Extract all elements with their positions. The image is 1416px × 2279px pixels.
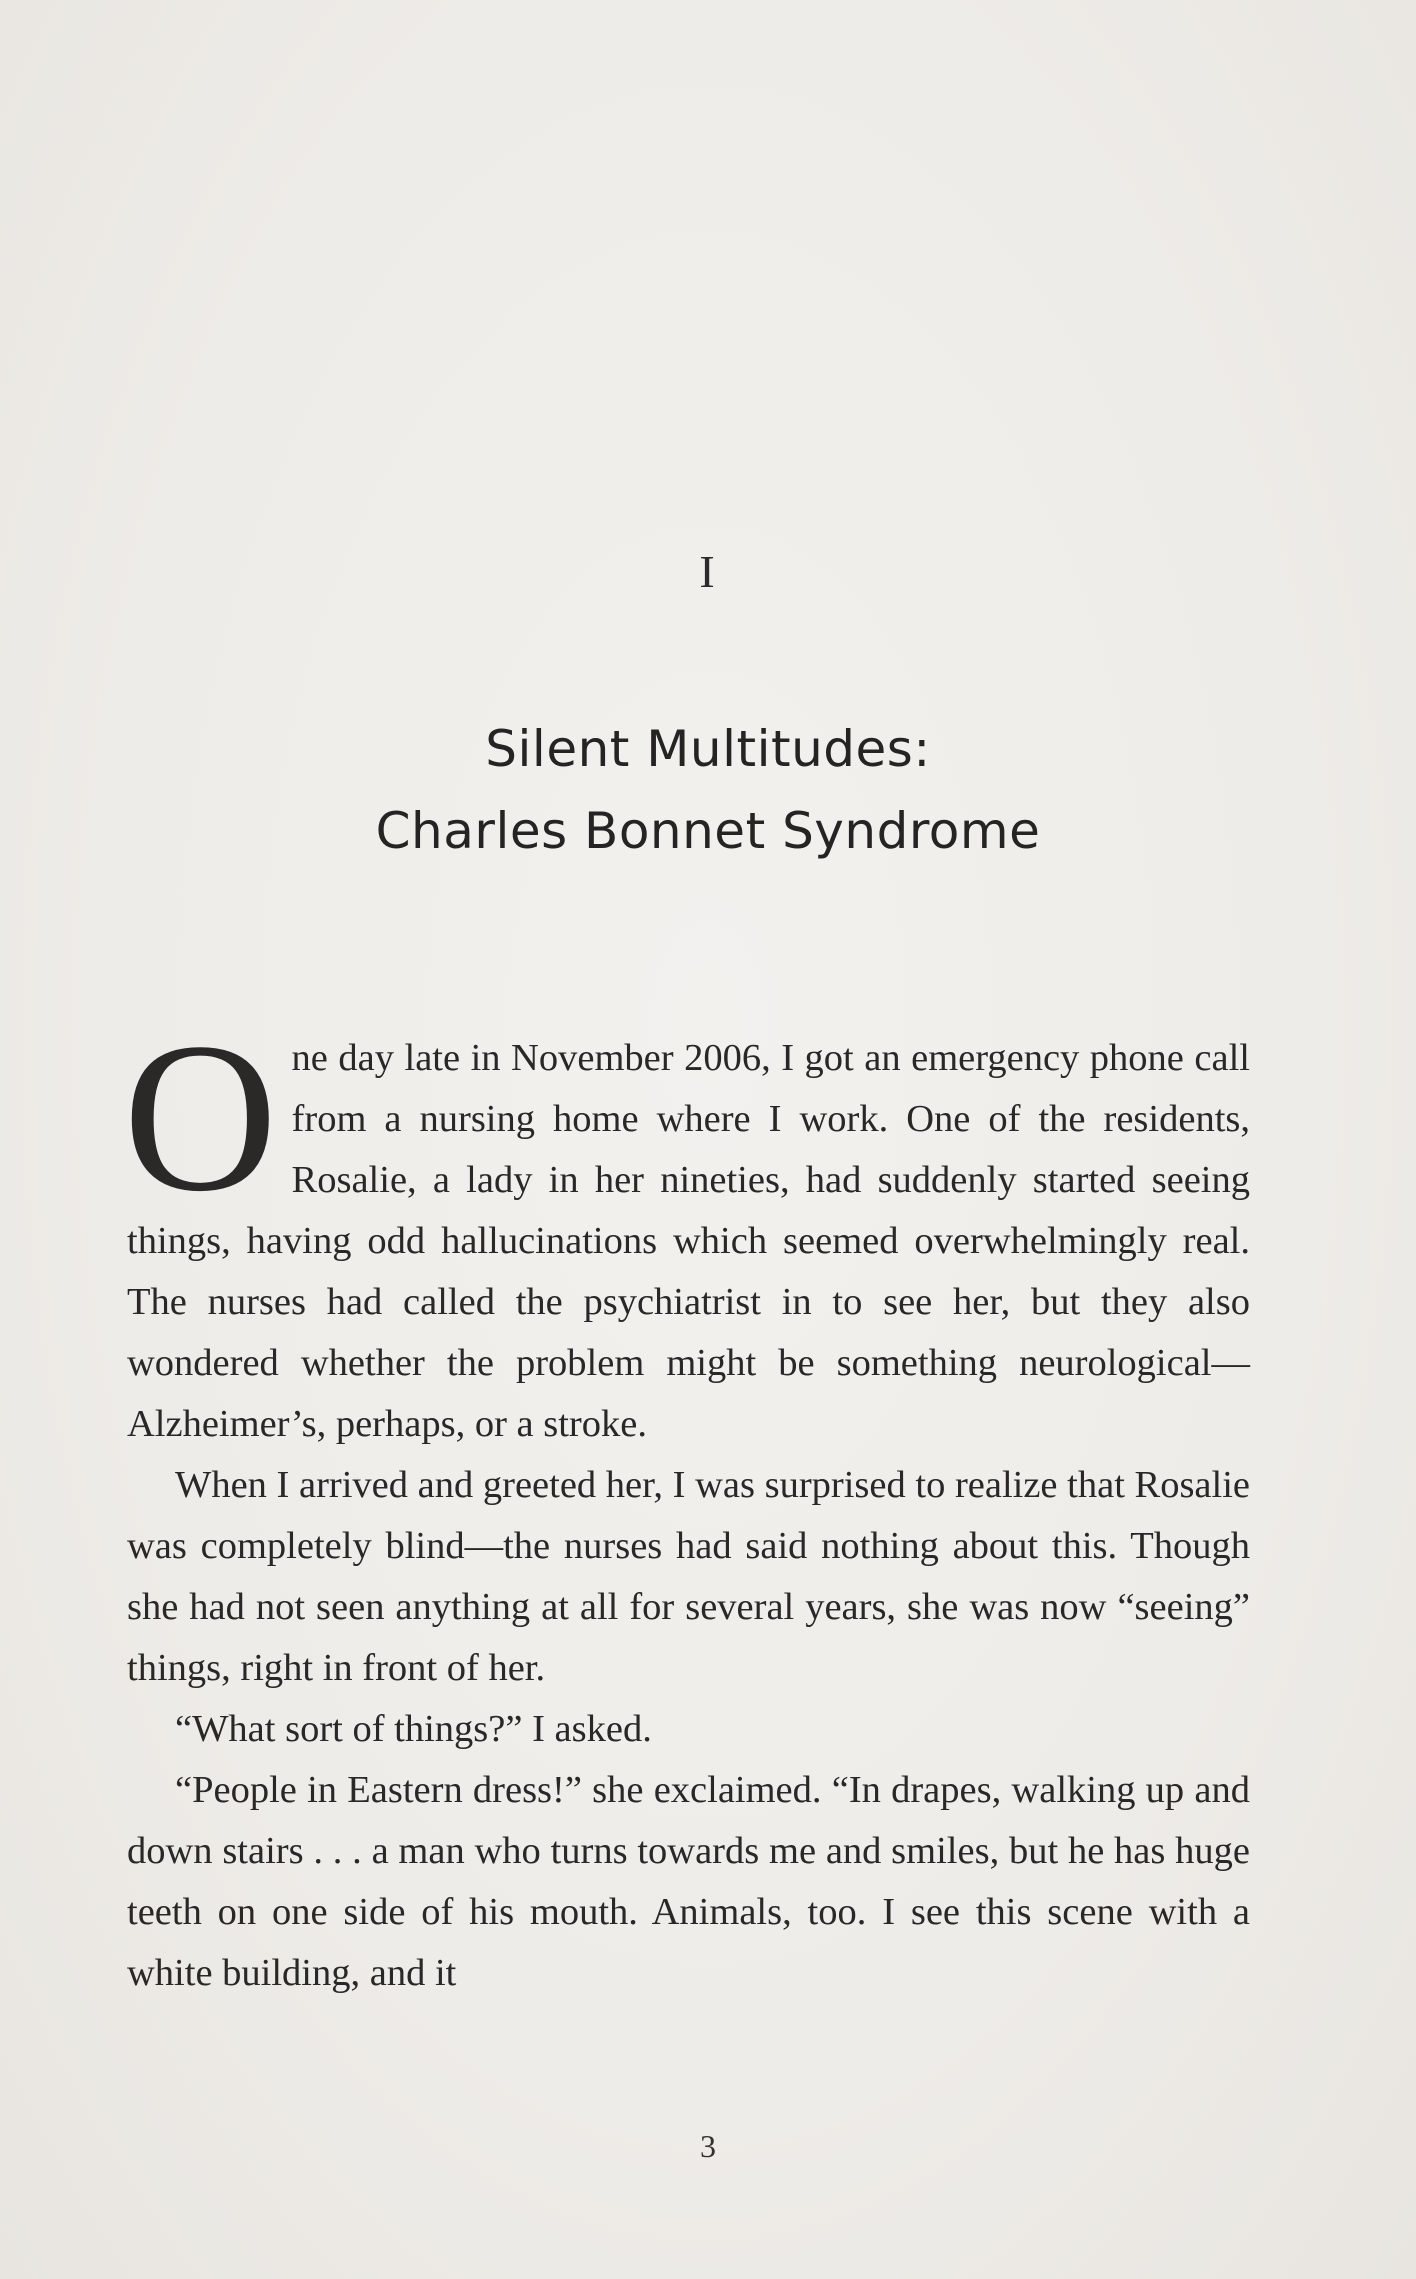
- chapter-body: [123, 999, 1250, 2004]
- chapter-number: I: [699, 546, 717, 597]
- page-number: 3: [700, 2128, 716, 2164]
- drop-cap: O: [123, 999, 278, 1236]
- paragraph-1: [123, 999, 1250, 1455]
- paragraph-1-text: ne day late in November 2006, I got an emergency phone call from a nursing home where I work. One of the residents, Rosalie, a lady in her nineties, had suddenly started seeing things, having odd hallucinations which seemed overwhelmingly real. The nurses had called the psychiatrist in to see her, but they also wondered whether the problem might be something neurological—Alzheimer’s, perhaps, or a stroke.: [127, 1037, 1250, 1445]
- chapter-title: [0, 708, 1416, 872]
- chapter-title-line-2: Charles Bonnet Syndrome: [375, 802, 1041, 860]
- paragraph-3: “What sort of things?” I asked.: [175, 1708, 652, 1750]
- chapter-title-line-1: Silent Multitudes:: [485, 720, 931, 778]
- paragraph-2: When I arrived and greeted her, I was surprised to realize that Rosalie was completely blind—the nurses had said nothing about this. Though she had not seen anything at all for several years, she was now “seeing” things, right in front of her.: [127, 1464, 1250, 1689]
- paragraph-4: “People in Eastern dress!” she exclaimed. “In drapes, walking up and down stairs . . . a man who turns towards me and smiles, but he has huge teeth on one side of his mouth. Animals, too. I see this scene with a white building, and it: [127, 1769, 1250, 1994]
